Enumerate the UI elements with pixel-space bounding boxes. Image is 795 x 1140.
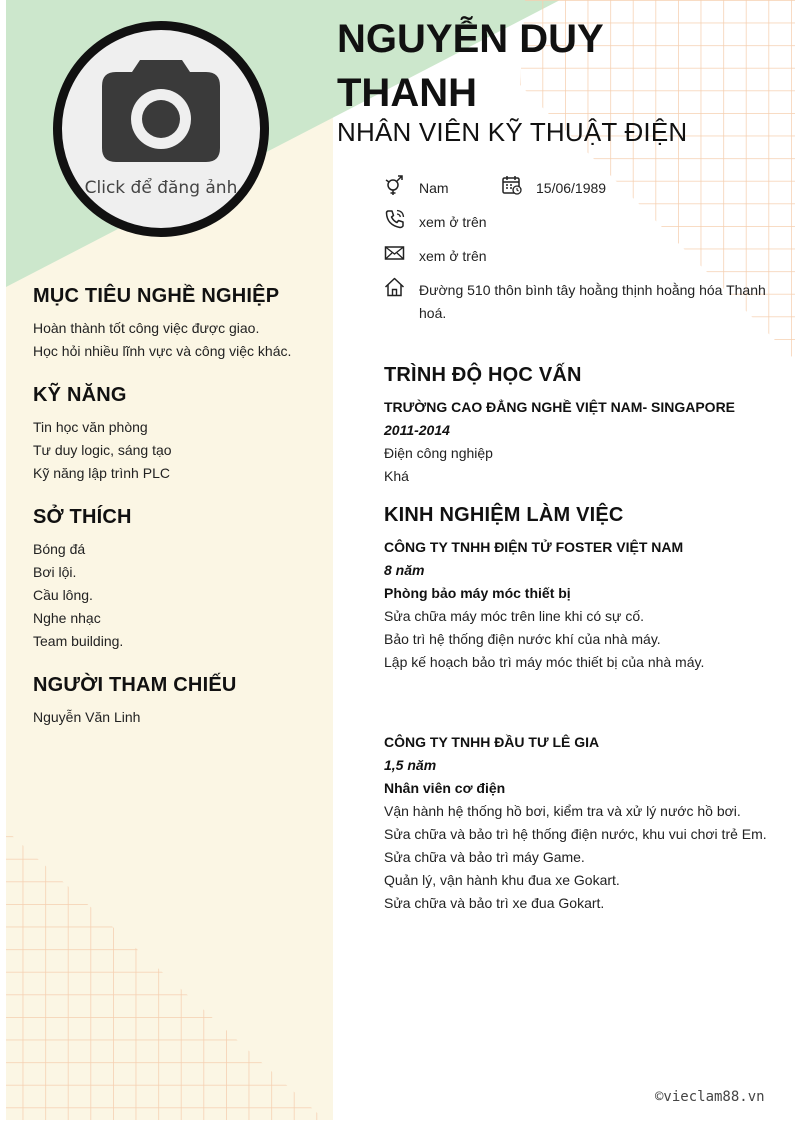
education-grade: Khá [384,468,409,484]
experience-section [384,504,779,674]
phone-icon [384,208,406,230]
school-name: TRƯỜNG CAO ĐẲNG NGHỀ VIỆT NAM- SINGAPORE [384,399,736,415]
skills-title: KỸ NĂNG [33,384,127,406]
birthday-value: 15/06/1989 [536,180,607,196]
email-value: xem ở trên [419,248,487,264]
objective-line: Học hỏi nhiều lĩnh vực và công việc khác. [33,343,292,359]
phone-row [384,211,584,234]
watermark: ©vieclam88.vn [655,1089,765,1105]
job-duty: Vận hành hệ thống hồ bơi, kiểm tra và xử lý nước hồ bơi. [384,803,741,819]
camera-icon [102,60,220,164]
education-major: Điện công nghiệp [384,445,493,461]
hobbies-section [33,506,323,653]
objective-title: MỤC TIÊU NGHỀ NGHIỆP [33,285,280,307]
hobbies-title: SỞ THÍCH [33,506,132,528]
skill-item: Kỹ năng lập trình PLC [33,465,170,481]
education-section [384,364,779,488]
references-title: NGƯỜI THAM CHIẾU [33,674,237,696]
hobby-item: Bơi lội. [33,564,77,580]
candidate-name [337,12,637,120]
address-value [419,279,779,325]
hobby-item: Cầu lông. [33,587,93,603]
skills-section [33,384,323,485]
address-line-2: hoá. [419,305,447,321]
name-line-1: NGUYỄN DUY [337,17,604,61]
hobby-item: Team building. [33,633,124,649]
job-company: CÔNG TY TNHH ĐẦU TƯ LÊ GIA [384,734,600,750]
email-row [384,245,584,268]
name-line-2: THANH [337,71,477,115]
job-title: NHÂN VIÊN KỸ THUẬT ĐIỆN [337,117,688,147]
experience-title: KINH NGHIỆM LÀM VIỆC [384,504,624,526]
profile-photo-upload[interactable] [53,21,269,237]
job-entry [384,731,779,915]
objective-section [33,285,323,363]
education-period: 2011-2014 [384,422,450,438]
job-role: Nhân viên cơ điện [384,780,506,796]
job-role: Phòng bảo máy móc thiết bị [384,585,571,601]
address-line-1: Đường 510 thôn bình tây hoằng thịnh hoằng hóa Thanh [419,282,766,298]
education-title: TRÌNH ĐỘ HỌC VẤN [384,364,582,386]
mail-icon [384,242,406,264]
photo-upload-caption: Click để đăng ảnh [84,178,238,198]
job-period: 1,5 năm [384,757,437,773]
hobby-item: Bóng đá [33,541,86,557]
job-duty: Bảo trì hệ thống điện nước khí của nhà máy. [384,631,661,647]
address-row [384,279,779,325]
gender-row [384,177,494,200]
phone-value: xem ở trên [419,214,487,230]
reference-item: Nguyễn Văn Linh [33,709,141,725]
calendar-icon [501,174,523,196]
job-duty: Sửa chữa máy móc trên line khi có sự cố. [384,608,644,624]
job-duty: Quản lý, vận hành khu đua xe Gokart. [384,872,620,888]
job-duty: Lập kế hoạch bảo trì máy móc thiết bị của nhà máy. [384,654,705,670]
hobby-item: Nghe nhạc [33,610,101,626]
gender-icon [384,174,406,196]
job-period: 8 năm [384,562,425,578]
skill-item: Tin học văn phòng [33,419,148,435]
job-entry [384,536,779,674]
job-duty: Sửa chữa và bảo trì xe đua Gokart. [384,895,605,911]
references-section [33,674,323,729]
job-duty: Sửa chữa và bảo trì hệ thống điện nước, khu vui chơi trẻ Em. [384,826,767,842]
birthday-row [501,177,641,200]
gender-value: Nam [419,180,449,196]
home-icon [384,276,406,298]
skill-item: Tư duy logic, sáng tạo [33,442,172,458]
job-company: CÔNG TY TNHH ĐIỆN TỬ FOSTER VIỆT NAM [384,539,684,555]
objective-line: Hoàn thành tốt công việc được giao. [33,320,260,336]
job-duty: Sửa chữa và bảo trì máy Game. [384,849,585,865]
